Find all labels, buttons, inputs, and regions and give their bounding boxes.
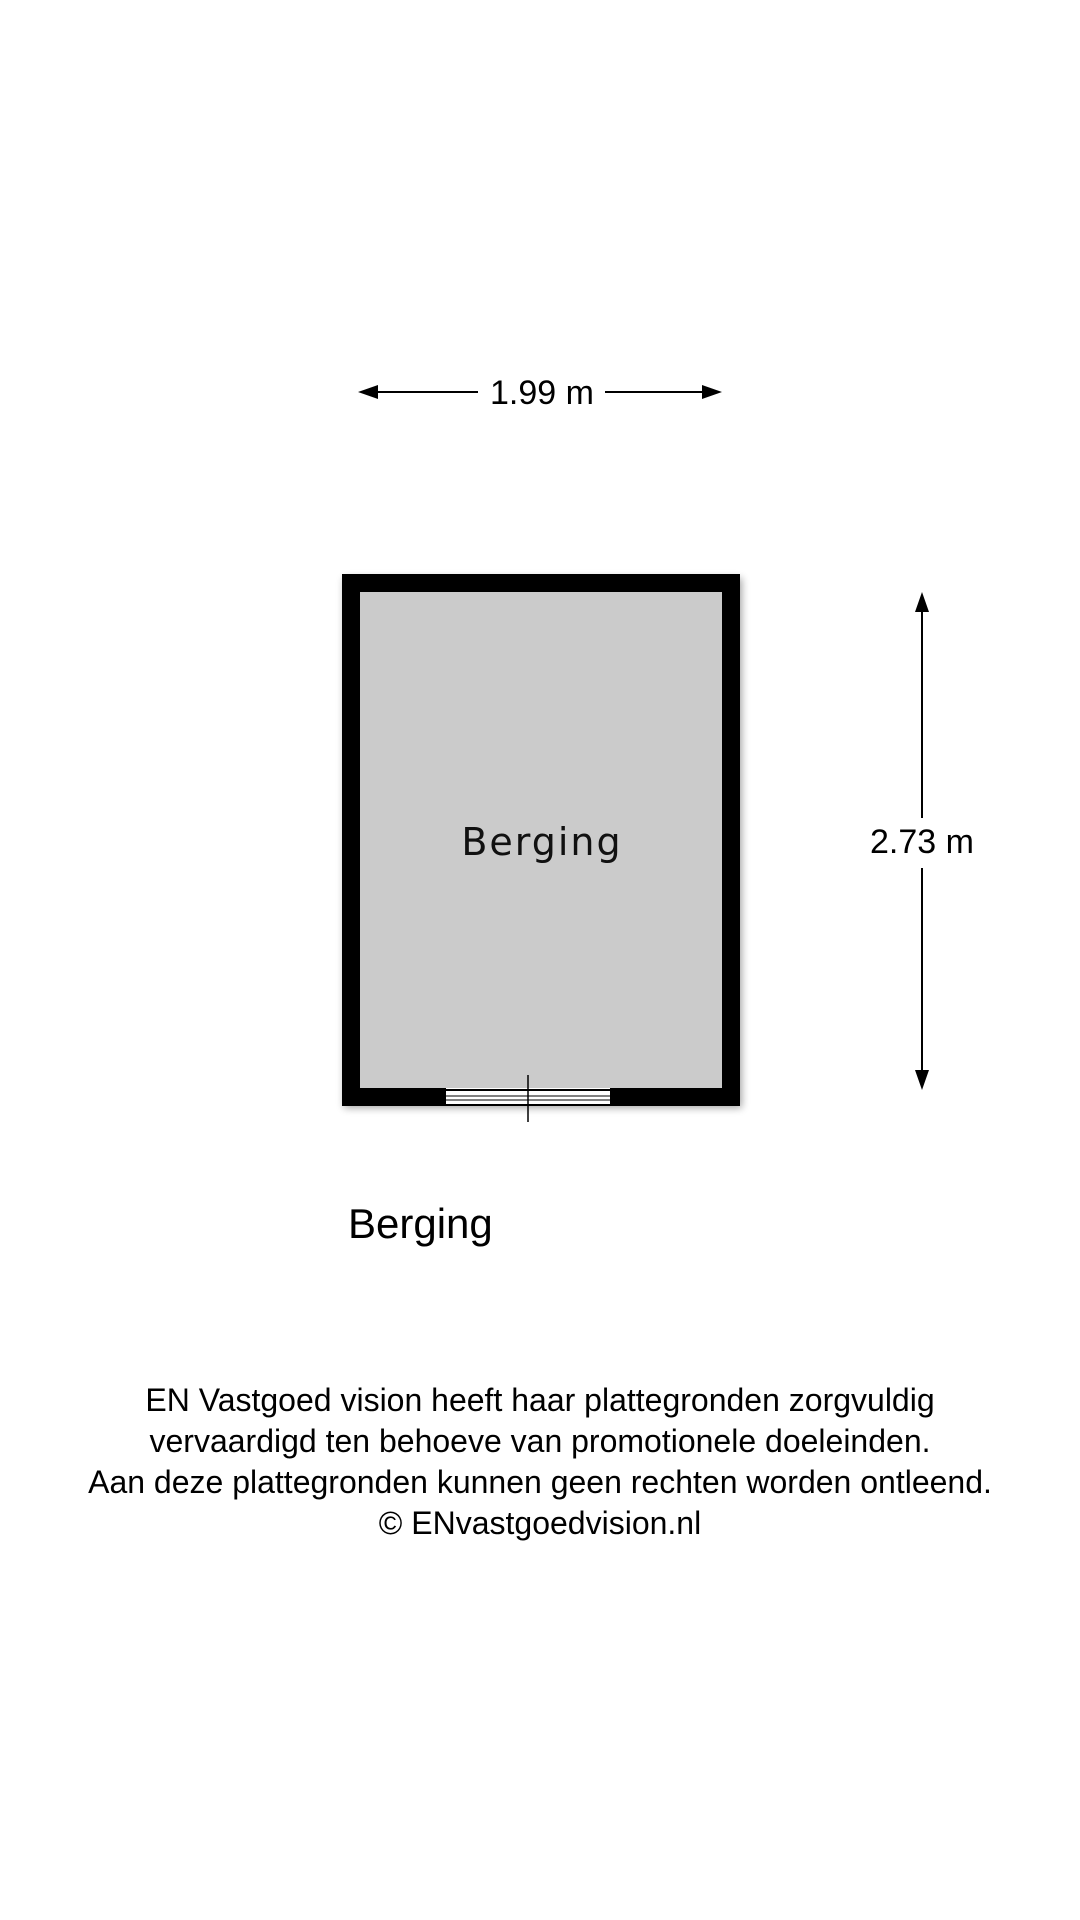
disclaimer-line: EN Vastgoed vision heeft haar plattegronden zorgvuldig	[145, 1382, 935, 1418]
disclaimer	[0, 1380, 1080, 1544]
height-dimension-label: 2.73 m	[870, 823, 974, 861]
width-dimension	[358, 374, 722, 412]
disclaimer-line: vervaardigd ten behoeve van promotionele doeleinden.	[149, 1423, 931, 1459]
height-dimension	[870, 592, 974, 1090]
copyright-line: © ENvastgoedvision.nl	[378, 1505, 702, 1541]
disclaimer-line: Aan deze plattegronden kunnen geen rechten worden ontleend.	[88, 1464, 992, 1500]
room-label: Berging	[461, 820, 623, 864]
floor-title: Berging	[348, 1200, 493, 1247]
room-berging	[342, 574, 742, 1122]
width-dimension-label: 1.99 m	[490, 374, 594, 412]
